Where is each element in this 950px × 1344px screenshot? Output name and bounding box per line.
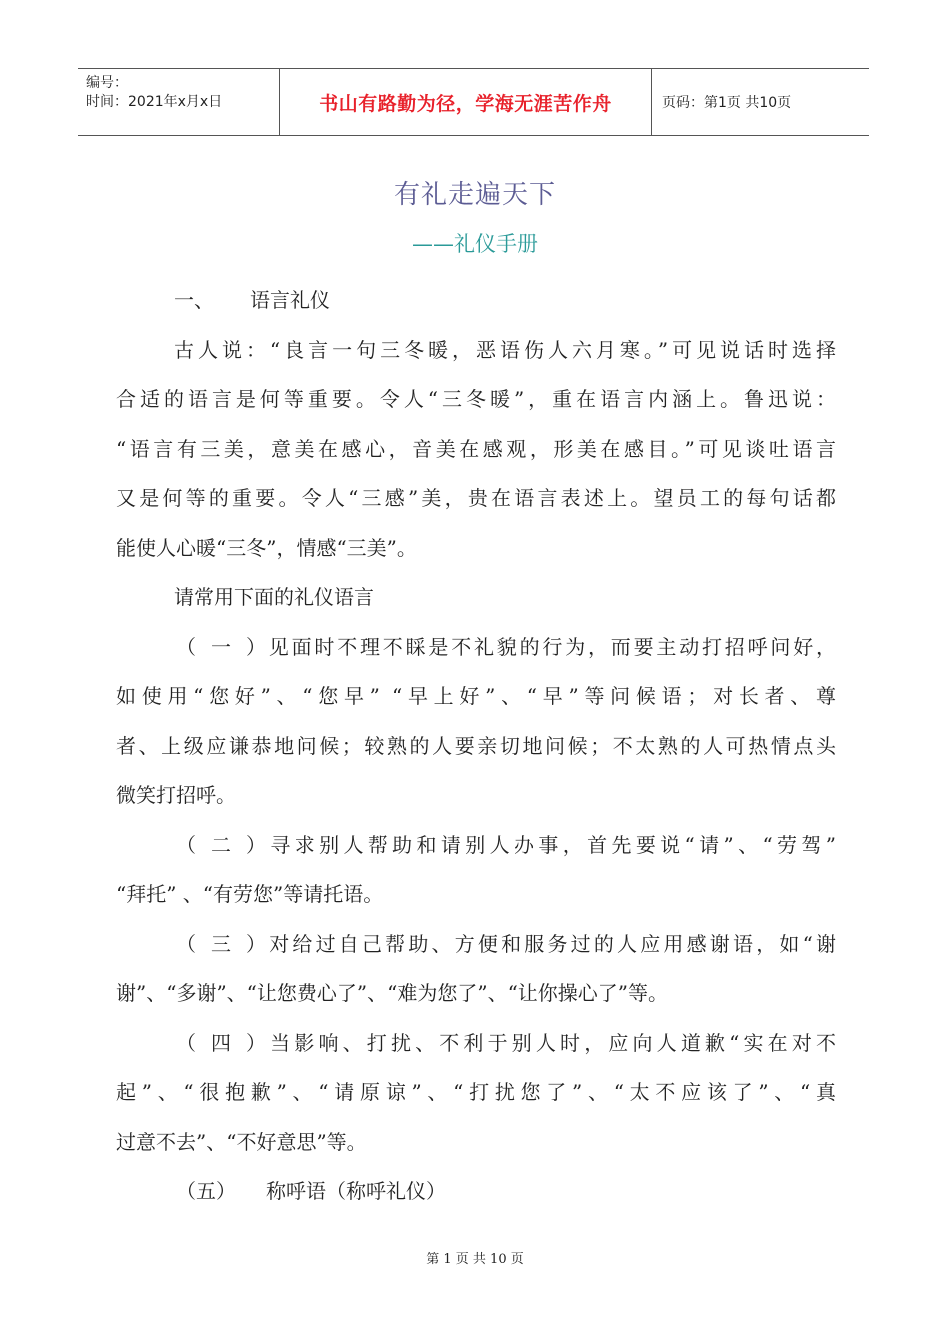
intro-line: 又是何等的重要。令人“三感”美，贵在语言表述上。望员工的每句话都 [116,486,836,510]
list-item-first-line [116,623,836,673]
section-title: 语言礼仪 [250,288,330,312]
list-item-text: 称呼语（称呼礼仪） [266,1179,446,1203]
list-item-line: 者、上级应谦恭地问候；较熟的人要亲切地问候；不太熟的人可热情点头 [116,733,836,758]
document-body [116,276,836,1217]
list-item-text: 见面时不理不睬是不礼貌的行为，而要主动打招呼问好， [266,634,836,659]
document-subtitle: ——礼仪手册 [412,232,538,256]
intro-line: 合适的语言是何等重要。令人“三冬暖”，重在语言内涵上。鲁迅说： [116,387,836,411]
list-item-line: 如使用“您好”、“您早” “早上好”、“早”等问候语；对长者、尊 [116,684,836,708]
list-item-first-line [116,1019,836,1069]
phrases-intro: 请常用下面的礼仪语言 [174,585,374,609]
list-item-text: 寻求别人帮助和请别人办事，首先要说“请”、“劳驾” [266,832,836,857]
section-number: 一、 [174,288,214,312]
header-meta [78,69,280,135]
list-item-label: （二） [176,832,266,857]
document-title: 有礼走遍天下 [393,180,556,210]
list-item-line: 微笑打招呼。 [116,783,236,807]
list-item-text: 当影响、打扰、不利于别人时，应向人道歉“实在对不 [266,1030,836,1055]
list-item-first-line [116,821,836,871]
header-motto: 书山有路勤为径，学海无涯苦作舟 [280,69,652,135]
intro-line: 能使人心暖“三冬”，情感“三美”。 [116,535,417,560]
document-number-label: 编号： [86,75,128,91]
list-item-line: 过意不去”、“不好意思”等。 [116,1129,367,1154]
list-item-line: 起”、“很抱歉”、“请原谅”、“打扰您了”、“太不应该了”、“真 [116,1080,836,1104]
list-item-first-line [116,1167,836,1217]
header-page-info: 页码：第1页 共10页 [662,95,792,111]
intro-line: 古人说：“良言一句三冬暖，恶语伤人六月寒。”可见说话时选择 [174,337,836,362]
document-time-label: 时间：2021年x月x日 [86,94,223,110]
list-item-text: 对给过自己帮助、方便和服务过的人应用感谢语，如“谢 [266,931,836,956]
list-item-label: （五） [176,1179,236,1203]
list-item-first-line [116,920,836,970]
list-item-label: （三） [176,931,266,956]
page-header [78,68,869,136]
list-item-line: “拜托” 、“有劳您”等请托语。 [116,882,384,906]
section-heading [116,276,836,326]
intro-line: “语言有三美，意美在感心，音美在感观，形美在感目。”可见谈吐语言 [116,436,836,461]
page-footer: 第 1 页 共 10 页 [426,1252,524,1267]
list-item-line: 谢”、“多谢”、“让您费心了”、“难为您了”、“让你操心了”等。 [116,981,669,1005]
list-item-label: （四） [176,1030,266,1055]
list-item-label: （一） [176,634,266,659]
